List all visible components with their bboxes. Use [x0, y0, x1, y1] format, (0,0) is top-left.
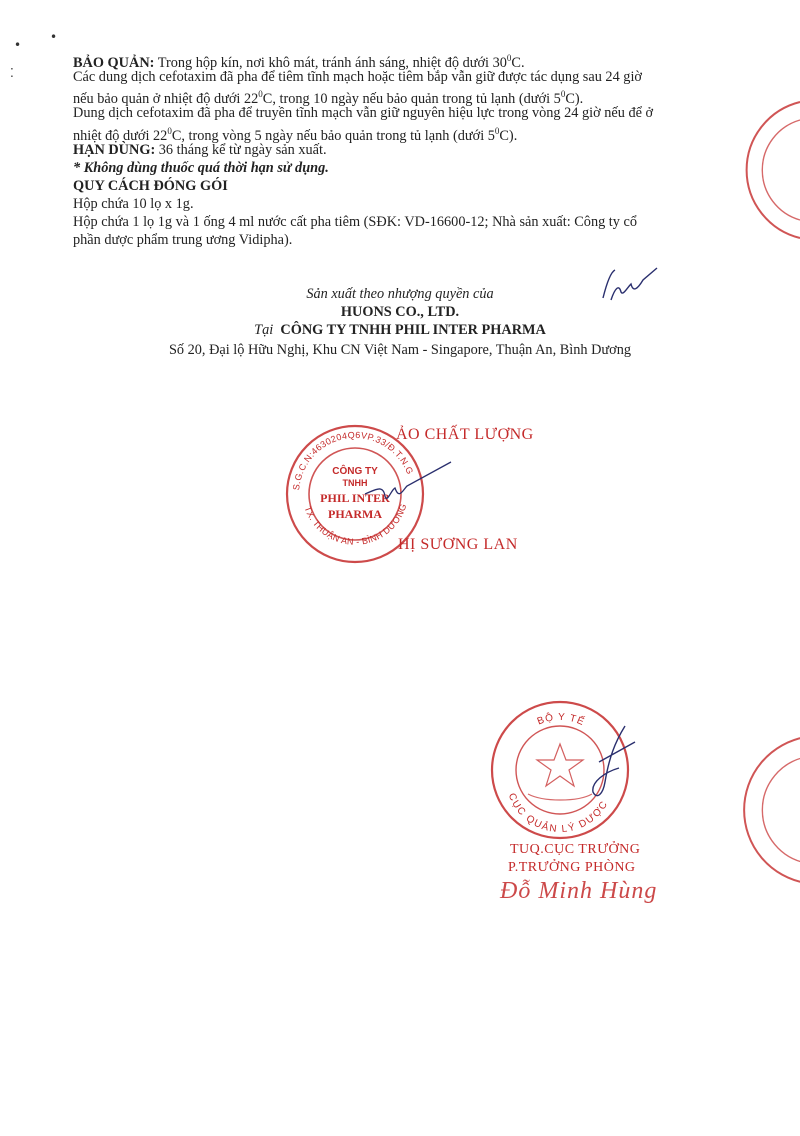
scan-mark: •: [50, 30, 58, 44]
ministry-title-1: TUQ.CỤC TRƯỞNG: [510, 842, 641, 857]
company-signature: [355, 460, 455, 520]
svg-text:TNHH: TNHH: [342, 478, 368, 488]
packaging-heading: QUY CÁCH ĐÓNG GÓI: [73, 178, 228, 194]
svg-text:CÔNG TY: CÔNG TY: [332, 466, 378, 477]
company-line: Tại CÔNG TY TNHH PHIL INTER PHARMA: [254, 322, 546, 338]
partial-seal-right-lower: [752, 735, 800, 885]
packaging-line-2: Hộp chứa 1 lọ 1g và 1 ống 4 ml nước cất pha tiêm (SĐK: VD-16600-12; Nhà sản xuất: Công ty cổ: [73, 214, 638, 230]
stamp-signer-name: HỊ SƯƠNG LAN: [398, 536, 518, 553]
licensed-by: Sản xuất theo nhượng quyền của: [306, 286, 494, 302]
svg-text:PHIL INTER: PHIL INTER: [320, 491, 390, 505]
expiry-warning: * Không dùng thuốc quá thời hạn sử dụng.: [73, 160, 329, 176]
packaging-line-3: phần dược phẩm trung ương Vidipha).: [73, 232, 293, 248]
ministry-title-2: P.TRƯỞNG PHÒNG: [508, 860, 636, 875]
licensor-name: HUONS CO., LTD.: [340, 304, 460, 320]
shelf-life-label: HẠN DÙNG:: [73, 142, 156, 158]
scan-mark: •: [14, 38, 22, 52]
storage-line-1: BẢO QUẢN: Trong hộp kín, nơi khô mát, tránh ánh sáng, nhiệt độ dưới $30^0C$.: [73, 53, 525, 71]
storage-label: BẢO QUẢN:: [73, 54, 155, 71]
storage-line-5: nhiệt độ dưới $22^0C$, trong vòng 5 ngày nếu bảo quản trong tủ lạnh (dưới $5^0C$).: [73, 126, 518, 144]
svg-text:TX. THUẬN AN - BÌNH DƯƠNG: TX. THUẬN AN - BÌNH DƯƠNG: [302, 502, 409, 547]
storage-line-4: Dung dịch cefotaxim đã pha để truyền tĩnh mạch vẫn giữ nguyên hiệu lực trong vòng 24 giờ nếu để ở: [73, 105, 654, 121]
ministry-signer-name: Đỗ Minh Hùng: [500, 878, 658, 904]
signature-mark: [595, 262, 665, 312]
ministry-signature: [575, 722, 645, 812]
svg-text:PHARMA: PHARMA: [328, 507, 382, 521]
company-address: Số 20, Đại lộ Hữu Nghị, Khu CN Việt Nam - Singapore, Thuận An, Bình Dương: [168, 342, 632, 358]
stamp-title: ẢO CHẤT LƯỢNG: [396, 426, 534, 443]
partial-seal-right: [748, 100, 798, 240]
storage-line-2: Các dung dịch cefotaxim đã pha để tiêm tĩnh mạch hoặc tiêm bắp vẫn giữ được tác dụng sau 24 giờ: [73, 69, 642, 85]
storage-line-3: nếu bảo quản ở nhiệt độ dưới $22^0C$, trong 10 ngày nếu bảo quản trong tủ lạnh (dưới $5^0C$).: [73, 89, 584, 107]
scan-mark: ⁚: [10, 66, 14, 80]
packaging-line-1: Hộp chứa 10 lọ x 1g.: [73, 196, 194, 212]
svg-text:BỘ Y TẾ: BỘ Y TẾ: [535, 711, 587, 729]
svg-text:S.G.C.N:4630204Q6VP.33/Đ.T.N.G: S.G.C.N:4630204Q6VP.33/Đ.T.N.G: [291, 429, 416, 491]
svg-text:CỤC QUẢN LÝ DƯỢC: CỤC QUẢN LÝ DƯỢC: [505, 791, 611, 836]
shelf-life: HẠN DÙNG: 36 tháng kể từ ngày sản xuất.: [73, 142, 327, 158]
